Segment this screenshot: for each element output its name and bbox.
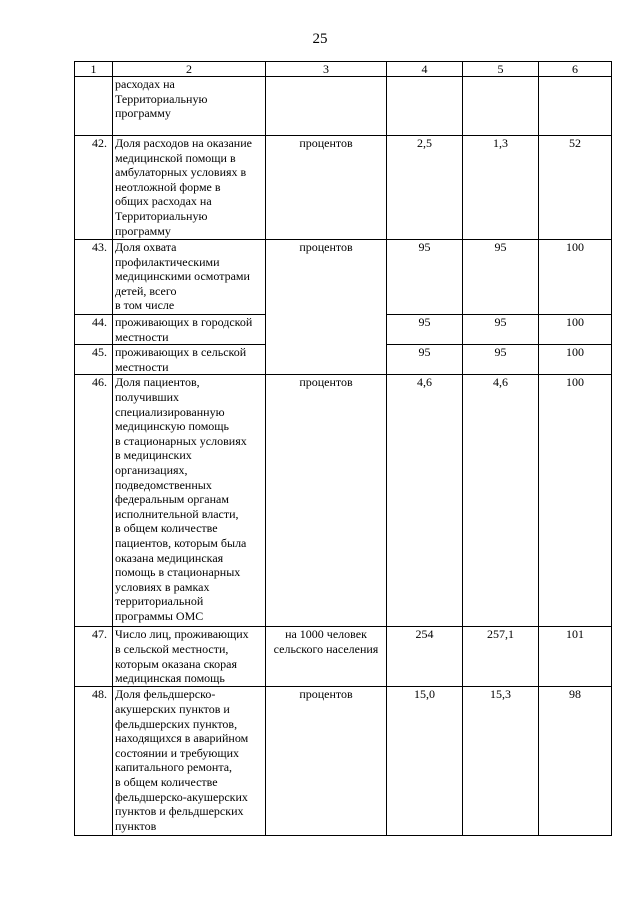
cell-num <box>75 77 113 136</box>
cell-v5: 1,3 <box>463 136 539 240</box>
cell-num: 43. <box>75 240 113 315</box>
cell-text: проживающих в городской местности <box>113 315 266 345</box>
cell-unit: процентов <box>266 375 387 627</box>
cell-text: проживающих в сельской местности <box>113 345 266 375</box>
cell-v5: 95 <box>463 315 539 345</box>
cell-unit: процентов <box>266 687 387 836</box>
header-col-5: 5 <box>463 62 539 77</box>
cell-num: 47. <box>75 627 113 687</box>
cell-num: 42. <box>75 136 113 240</box>
header-col-6: 6 <box>539 62 612 77</box>
cell-v4: 15,0 <box>387 687 463 836</box>
cell-v6: 98 <box>539 687 612 836</box>
cell-v4: 95 <box>387 345 463 375</box>
table-row-47 <box>75 627 612 687</box>
cell-unit: процентов <box>266 240 387 375</box>
table-row-43 <box>75 240 612 315</box>
cell-unit: на 1000 человек сельского населения <box>266 627 387 687</box>
cell-v4: 2,5 <box>387 136 463 240</box>
cell-v6: 101 <box>539 627 612 687</box>
cell-unit: процентов <box>266 136 387 240</box>
cell-unit <box>266 77 387 136</box>
cell-v6: 100 <box>539 375 612 627</box>
table-row-continuation <box>75 77 612 136</box>
indicators-table <box>74 61 612 836</box>
cell-num: 46. <box>75 375 113 627</box>
cell-num: 45. <box>75 345 113 375</box>
header-row <box>75 62 612 77</box>
cell-num: 48. <box>75 687 113 836</box>
cell-v6: 100 <box>539 315 612 345</box>
cell-v4: 95 <box>387 240 463 315</box>
table-row-42 <box>75 136 612 240</box>
table-row-46 <box>75 375 612 627</box>
cell-text: расходах на Территориальную программу <box>113 77 266 136</box>
cell-v6: 52 <box>539 136 612 240</box>
header-col-2: 2 <box>113 62 266 77</box>
cell-v6 <box>539 77 612 136</box>
cell-v4: 95 <box>387 315 463 345</box>
cell-text: Число лиц, проживающих в сельской местности, которым оказана скорая медицинская помощь <box>113 627 266 687</box>
cell-v5: 95 <box>463 345 539 375</box>
header-col-1: 1 <box>75 62 113 77</box>
cell-v5: 15,3 <box>463 687 539 836</box>
cell-v4 <box>387 77 463 136</box>
header-col-3: 3 <box>266 62 387 77</box>
cell-v4: 254 <box>387 627 463 687</box>
cell-text: Доля охвата профилактическими медицинскими осмотрами детей, всего в том числе <box>113 240 266 315</box>
cell-text: Доля расходов на оказание медицинской помощи в амбулаторных условиях в неотложной форме в общих расходах на Территориальную программу <box>113 136 266 240</box>
cell-num: 44. <box>75 315 113 345</box>
cell-v6: 100 <box>539 240 612 315</box>
page-number: 25 <box>312 31 328 47</box>
cell-text: Доля фельдшерско- акушерских пунктов и фельдшерских пунктов, находящихся в аварийном состоянии и требующих капитального ремонта, в общем количестве фельдшерско-акушерских пунктов и фельдшерских пунктов <box>113 687 266 836</box>
cell-v6: 100 <box>539 345 612 375</box>
cell-v5: 257,1 <box>463 627 539 687</box>
header-col-4: 4 <box>387 62 463 77</box>
cell-text: Доля пациентов, получивших специализированную медицинскую помощь в стационарных условиях в медицинских организациях, подведомственных федеральным органам исполнительной власти, в общем количестве пациентов, которым была оказана медицинская помощь в стационарных условиях в рамках территориальной программы ОМС <box>113 375 266 627</box>
cell-v5 <box>463 77 539 136</box>
cell-v4: 4,6 <box>387 375 463 627</box>
cell-v5: 95 <box>463 240 539 315</box>
table-row-48 <box>75 687 612 836</box>
cell-v5: 4,6 <box>463 375 539 627</box>
